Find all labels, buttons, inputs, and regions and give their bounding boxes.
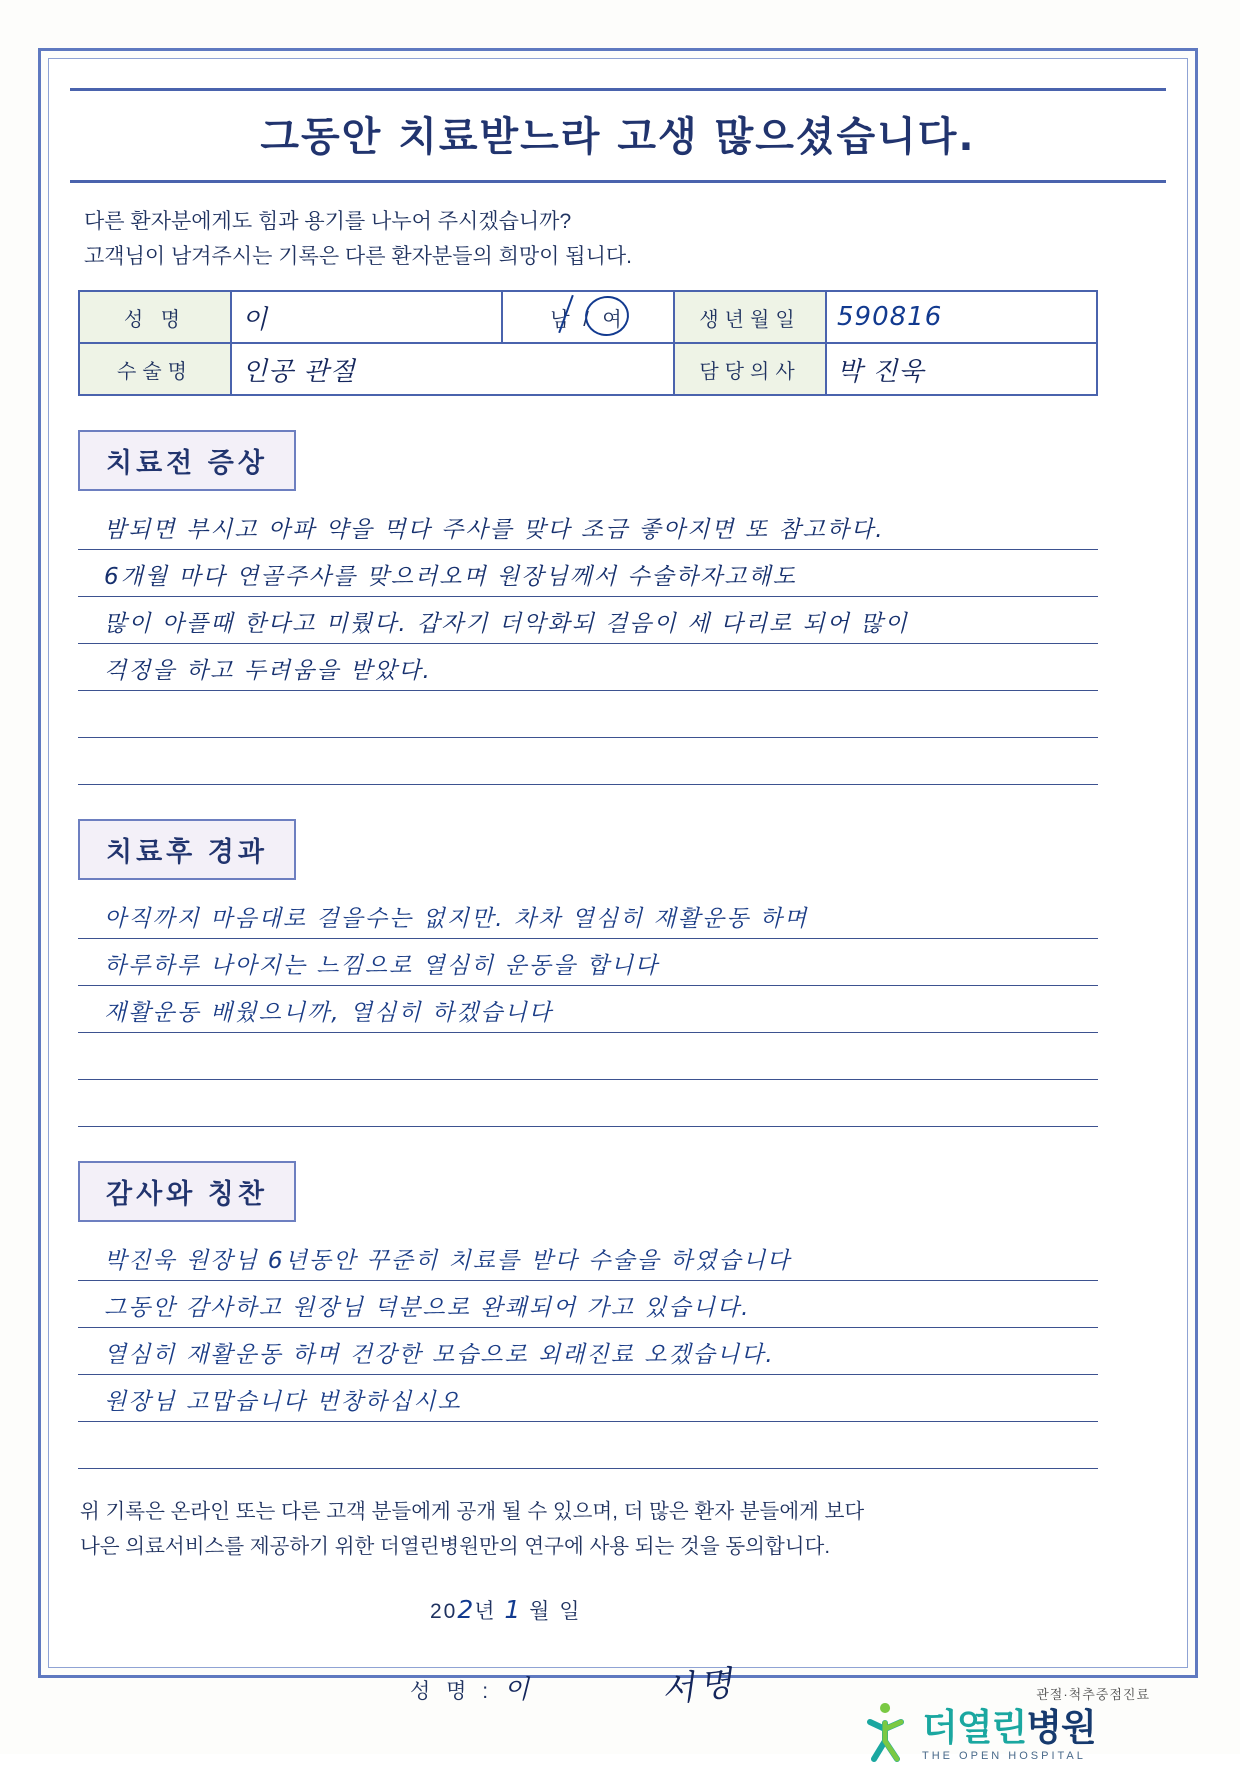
handwritten-text: 하루하루 나아지는 느낌으로 열심히 운동을 합니다 [104,953,660,980]
table-row [79,291,1097,343]
handwritten-text: 재활운동 배웠으니까, 열심히 하겠습니다 [104,1000,553,1027]
gender-selected-circle [582,293,631,339]
logo-name-navy: 병원 [1026,1707,1096,1749]
birth-value: 590816 [837,302,943,333]
intro-line-1: 다른 환자분에게도 힘과 용기를 나누어 주시겠습니까? [84,210,572,233]
surgery-label: 수술명 [79,343,231,395]
handwriting-lines [78,892,1098,1127]
list-item[interactable] [78,939,1098,986]
year-prefix: 20 [430,1599,458,1623]
list-item[interactable] [78,1033,1098,1080]
logo-wordmark [922,1709,1096,1762]
name-value: 이 [242,304,269,335]
list-item[interactable] [78,1328,1098,1375]
list-item[interactable] [78,986,1098,1033]
section-thanks [70,1161,1166,1469]
hospital-logo [856,1684,1156,1765]
logo-main [856,1707,1156,1765]
handwriting-lines [78,1234,1098,1469]
doctor-value: 박 진욱 [837,356,925,387]
handwritten-text: 박진욱 원장님 6년동안 꾸준히 치료를 받다 수술을 하였습니다 [104,1248,792,1275]
page-title: 그동안 치료받느라 고생 많으셨습니다. [260,114,976,160]
section-heading: 치료후 경과 [78,819,296,880]
patient-info-table [78,290,1098,396]
doctor-value-cell[interactable] [826,343,1097,395]
logo-name-teal: 더열린 [922,1707,1027,1749]
logo-english: THE OPEN HOSPITAL [922,1750,1086,1763]
section-heading: 치료전 증상 [78,430,296,491]
handwritten-text: 밤되면 부시고 아파 약을 먹다 주사를 맞다 조금 좋아지면 또 참고하다. [104,517,885,544]
surgery-value-cell[interactable] [231,343,674,395]
birth-value-cell[interactable] [826,291,1097,343]
list-item[interactable] [78,597,1098,644]
logo-tagline: 관절·척추중점진료 [1036,1686,1150,1702]
signature-block [80,1595,1166,1775]
handwritten-text: 열심히 재활운동 하며 건강한 모습으로 외래진료 오겠습니다. [104,1342,775,1369]
consent-text [80,1495,1100,1565]
form-content [70,78,1166,1763]
name-label: 성 명 [79,291,231,343]
list-item[interactable] [78,550,1098,597]
title-banner [70,88,1166,183]
surgery-value: 인공 관절 [242,356,356,387]
list-item[interactable] [78,892,1098,939]
list-item[interactable] [78,1080,1098,1127]
consent-line-2: 나은 의료서비스를 제공하기 위한 더열린병원만의 연구에 사용 되는 것을 동의합니다. [80,1535,831,1559]
date-row[interactable] [80,1595,1166,1625]
signature-mark: 서명 [659,1663,739,1711]
list-item[interactable] [78,1422,1098,1469]
intro-line-2: 고객님이 남겨주시는 기록은 다른 환자분들의 희망이 됩니다. [84,244,632,268]
handwriting-lines [78,503,1098,785]
name-value-cell[interactable] [231,291,502,343]
handwritten-text: 6개월 마다 연골주사를 맞으러오며 원장님께서 수술하자고해도 [104,564,797,591]
year-label: 년 [474,1599,497,1623]
month-value: 1 [504,1594,522,1624]
handwritten-text: 많이 아플때 한다고 미뤘다. 갑자기 더악화되 걸음이 세 다리로 되어 많이 [104,611,909,638]
list-item[interactable] [78,1234,1098,1281]
section-symptoms [70,430,1166,785]
handwritten-text: 원장님 고맙습니다 번창하십시오 [104,1389,462,1416]
birth-label: 생년월일 [674,291,826,343]
doctor-label: 담당의사 [674,343,826,395]
month-label: 월 [529,1599,552,1623]
list-item[interactable] [78,1375,1098,1422]
logo-figure-icon [856,1707,914,1765]
list-item[interactable] [78,644,1098,691]
handwritten-text: 걱정을 하고 두려움을 받았다. [104,658,432,685]
list-item[interactable] [78,691,1098,738]
gender-field[interactable] [502,291,674,343]
handwritten-text: 아직까지 마음대로 걸을수는 없지만. 차차 열심히 재활운동 하며 [104,906,809,933]
day-label: 일 [559,1599,582,1623]
section-progress [70,819,1166,1127]
section-heading: 감사와 칭찬 [78,1161,296,1222]
list-item[interactable] [78,503,1098,550]
signature-name-label: 성 명 : [410,1679,494,1703]
handwritten-text: 그동안 감사하고 원장님 덕분으로 완쾌되어 가고 있습니다. [104,1295,751,1322]
list-item[interactable] [78,738,1098,785]
list-item[interactable] [78,1281,1098,1328]
table-row [79,343,1097,395]
consent-line-1: 위 기록은 온라인 또는 다른 고객 분들에게 공개 될 수 있으며, 더 많은 환자 분들에게 보다 [80,1500,865,1524]
signature-name-value: 이 [503,1674,531,1705]
year-value: 2 [457,1594,475,1624]
gender-label: 남 / 여 [550,308,626,331]
intro-text [70,205,1166,274]
